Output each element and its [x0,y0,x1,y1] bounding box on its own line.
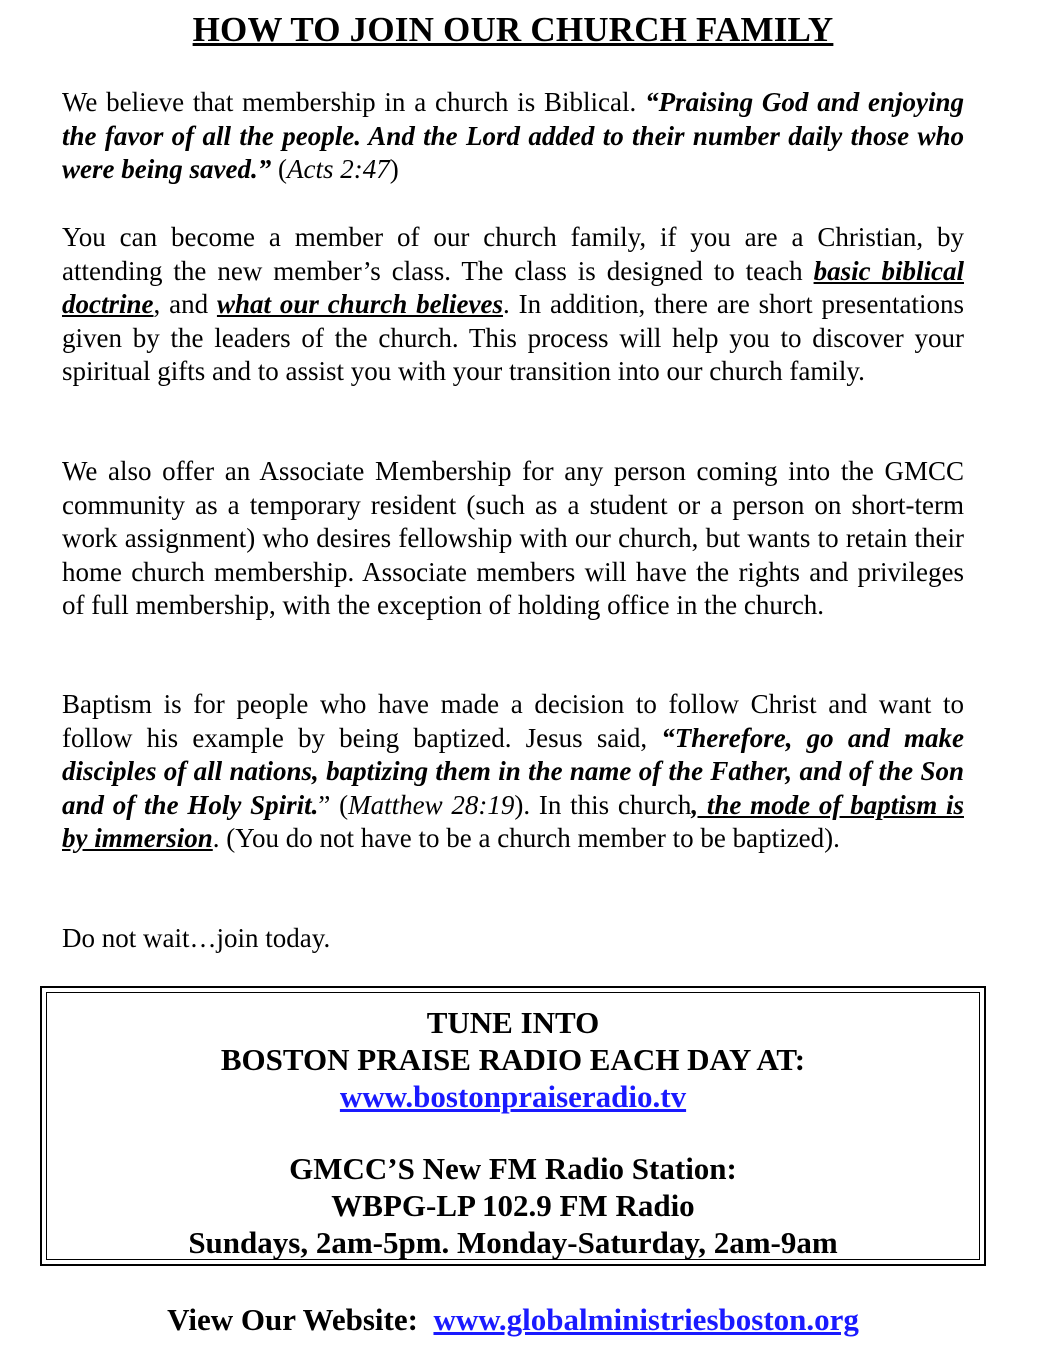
text: ). In this church [514,789,692,820]
website-label: View Our Website: [167,1302,418,1337]
text: ” ( [318,789,349,820]
text: ( [271,154,287,184]
emphasis-baptism-mode: , the mode of baptism is by immersion [62,789,964,853]
website-footer [0,1302,1026,1338]
paragraph-baptism [62,688,964,856]
radio-link-line [47,1079,979,1115]
website-link[interactable]: www.globalministriesboston.org [433,1302,859,1337]
page-title: HOW TO JOIN OUR CHURCH FAMILY [192,10,834,49]
emphasis-basic-doctrine: basic biblical doctrine [62,255,964,319]
radio-heading: TUNE INTO [426,1005,600,1040]
paragraph-associate-membership: We also offer an Associate Membership for any person coming into the GMCC community as a temporary resident (such as a student or a person on short-term work assignment) who desires fellowship with our church, but wants to retain their home church membership. Associate members will have the rights and privileges of full membership, with the exception of holding office in the church. [62,456,964,620]
scripture-quote: “Therefore, go and make disciples of all nations, baptizing them in the name of the Father, and of the Son and of the Holy Spirit. [62,722,964,820]
fm-station-frequency: WBPG-LP 102.9 FM Radio [331,1188,695,1223]
paragraph-membership-biblical [62,86,964,187]
paragraph-new-members-class [62,221,964,389]
scripture-quote: “Praising God and enjoying the favor of all the people. And the Lord added to their number daily those who were being saved.” [62,87,965,184]
fm-station-schedule: Sundays, 2am-5pm. Monday-Saturday, 2am-9am [188,1225,838,1260]
text: . In addition, there are short presentations given by the leaders of the church. This process will help you to discover your spiritual gifts and to assist you with your transition into our church family. [62,289,964,386]
radio-subheading: BOSTON PRAISE RADIO EACH DAY AT: [220,1042,806,1077]
radio-info-box-inner-border [46,992,980,1260]
radio-info-box [40,986,986,1266]
text: ) [389,154,399,184]
text: We believe that membership in a church is Biblical. [62,87,646,117]
text: . (You do not have to be a church member to be baptized). [212,823,840,853]
text: Baptism is for people who have made a decision to follow Christ and want to follow his example by being baptized. Jesus said, [62,689,964,753]
text: , and [153,289,217,319]
text: You can become a member of our church family, if you are a Christian, by attending the new member’s class. The class is designed to teach [62,222,964,286]
scripture-reference: Matthew 28:19 [348,789,515,820]
paragraph-join-today: Do not wait…join today. [62,923,331,953]
scripture-reference: Acts 2:47 [286,154,390,184]
fm-station-heading: GMCC’S New FM Radio Station: [289,1151,737,1186]
emphasis-church-beliefs: what our church believes [216,289,504,319]
boston-praise-radio-link[interactable]: www.bostonpraiseradio.tv [339,1079,687,1114]
